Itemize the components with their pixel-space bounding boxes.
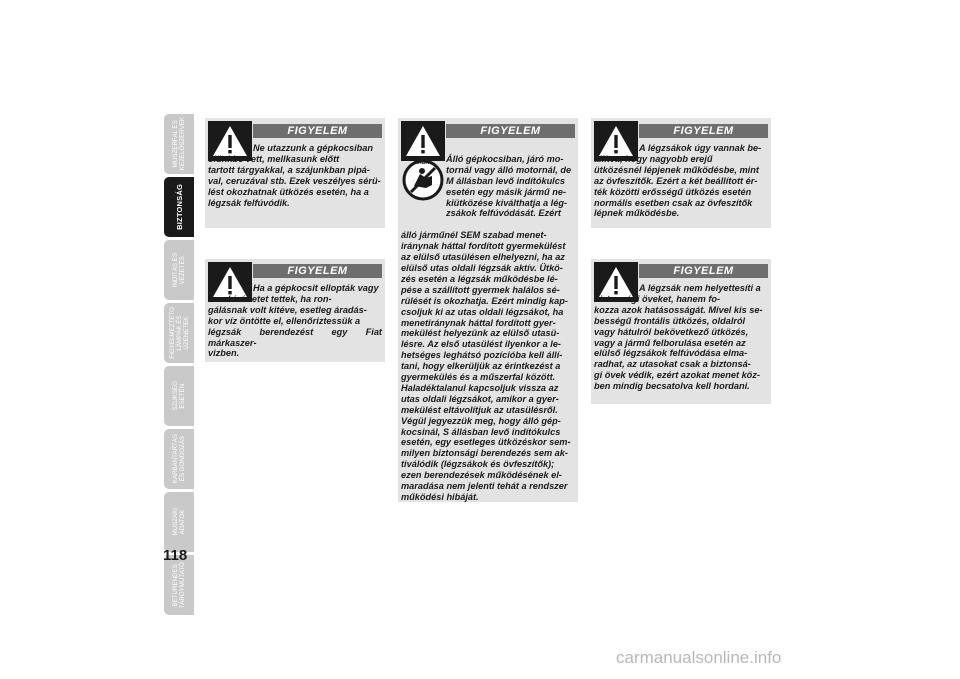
- page-number: 118: [163, 547, 188, 564]
- warning-title: FIGYELEM: [253, 264, 382, 278]
- watermark: carmanualsonline.info: [616, 648, 782, 667]
- side-tab-label: BIZTONSÁG: [174, 184, 184, 230]
- side-tab-kezeloszervek[interactable]: [164, 114, 194, 174]
- side-tab-karbantartas[interactable]: [164, 429, 194, 489]
- side-tab-inditas[interactable]: [164, 240, 194, 300]
- warning-title: FIGYELEM: [253, 124, 382, 138]
- side-tab-label: KARBANTARTÁS ÉS GONDOZÁS: [172, 434, 186, 484]
- side-tab-szukseg[interactable]: [164, 366, 194, 426]
- side-tab-muszaki[interactable]: [164, 492, 194, 552]
- warning-text: Ha a gépkocsit ellopták vagy erre kísérletet tettek, ha ron- gálásnak volt kitéve, esetleg áradás- kor víz öntötte el, ellenőriztessük a légzsák berendezést egy Fiat márkaszer- vizben.: [208, 283, 382, 359]
- side-tab-label: SZÜKSÉG ESETÉN: [172, 381, 186, 411]
- warning-text-lead: Álló gépkocsiban, járó mo- tornál vagy álló motornál, de M állásban levő indítókulcs esetén egy másik jármű ne- kiütközése kiválthatja a lég- zsákok felfúvódását. Ezért: [446, 153, 572, 219]
- warning-text: [401, 143, 575, 514]
- warning-title: FIGYELEM: [639, 264, 768, 278]
- side-tab-targymutato[interactable]: [164, 555, 194, 615]
- side-tab-label: INDÍTÁS ÉS VEZETÉS: [172, 252, 186, 288]
- warning-title: FIGYELEM: [639, 124, 768, 138]
- warning-text-body: álló járműnél SEM szabad menet- iránynak háttal fordított gyermekülést az elülső utasülésen elhelyezni, ha az elülső utas oldali légzsák aktív. Ütkö- zés esetén a légzsák működésbe lé- pése a szállított gyermek halálos sé- rülését is okozhatja. Ezért mindig kap- csoljuk ki az utas oldali légzsákot, ha menetiránynak háttal fordított gyer- mekülést helyezünk az elülső utasü- lésre. Az első utasülést ilyenkor a le- hetséges leghátsó pozícióba kell állí- tani, hogy elkerüljük az érintkezést a gyermekülés és a műszerfal között. Haladéktalanul kapcsoljuk vissza az utas oldali légzsákot, amikor a gyer- mekülést eltávolítjuk az utasülésről. Végül jegyezzük meg, hogy álló gép- kocsinál, S állásban levő indítókulcs esetén, egy esetleges ütközéskor sem- milyen biztonsági berendezés sem ak- tiválódik (légzsákok és övfeszítők); ezen berendezések működésének el- maradása nem jelenti tehát a rendszer működési hibáját.: [401, 230, 571, 502]
- side-tab-biztonsag[interactable]: [164, 177, 194, 237]
- svg-text:AIRBAG: AIRBAG: [413, 160, 433, 166]
- warning-title: FIGYELEM: [446, 124, 575, 138]
- warning-text: A légzsák nem helyettesíti a biztonsági öveket, hanem fo- kozza azok hatásosságát. Mivel kis se- bességű frontális ütközés, oldalról vagy hátulról bekövetkező ütközés, vagy a jármű felborulása esetén az elülső légzsákok felfúvódása elma- radhat, az utasokat csak a biztonsá- gi övek védik, ezért azokat menet köz- ben mindig becsatolva kell hordani.: [594, 283, 763, 392]
- warning-text: A légzsákok úgy vannak be- állítva, hogy nagyobb erejű ütközésnél lépjenek működésbe, mint az övfeszítők. Ezért a két beállított ér- ték közötti erősségű ütközés esetén normális esetben csak az övfeszítők lépnek működésbe.: [594, 143, 762, 219]
- side-tab-label: BETŰRENDES TÁRGYMUTATÓ: [172, 561, 186, 609]
- side-tab-figyelmezteto[interactable]: [164, 303, 194, 363]
- side-tab-label: MŰSZAKI ADATOK: [172, 508, 186, 536]
- warning-text: Ne utazzunk a gépkocsiban ölünkbe vett, mellkasunk előtt tartott tárgyakkal, a szájunkban pipá- val, ceruzával stb. Ezek veszélyes sérü- lést okozhatnak ütközés esetén, ha a légzsák felfúvódik.: [208, 143, 381, 208]
- side-tab-label: FIGYELMEZTETŐ LÁMPÁK ÉS ÜZENETEK: [168, 307, 190, 359]
- side-tab-label: MŰSZERFAL ÉS KEZELŐSZERVEK: [172, 117, 186, 171]
